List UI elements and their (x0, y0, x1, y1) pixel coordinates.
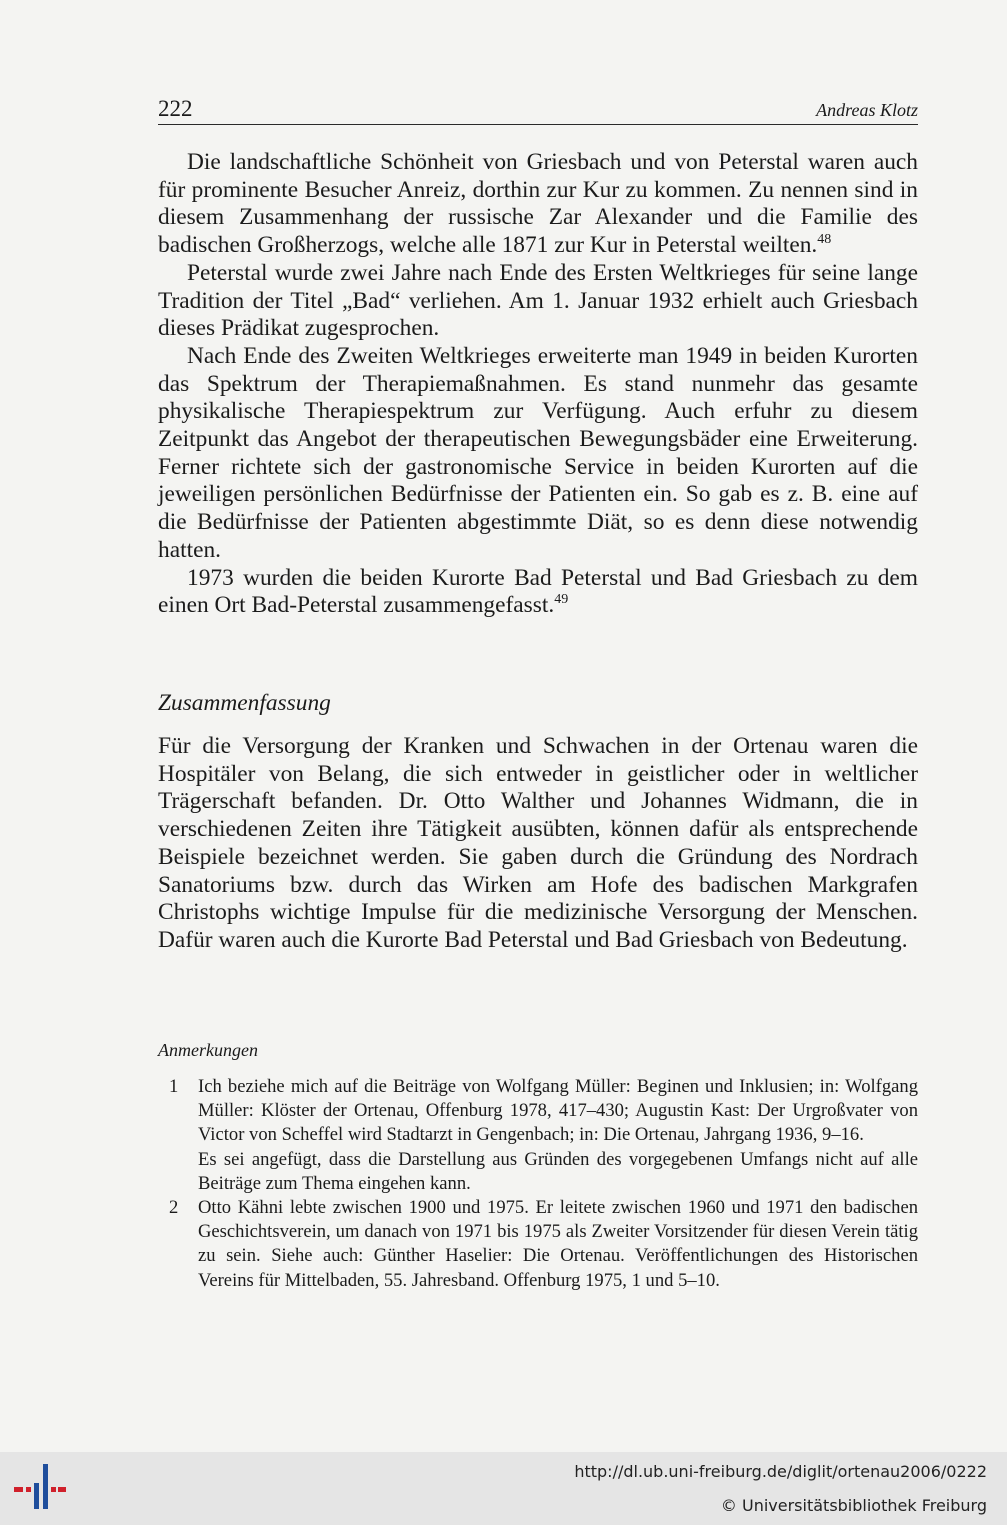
footnote-item (158, 1196, 918, 1293)
footnote-ref[interactable]: 48 (817, 232, 832, 248)
summary-text (158, 733, 918, 955)
paragraph: Peterstal wurde zwei Jahre nach Ende des Ersten Weltkrieges für seine lange Tradition der Titel „Bad“ verliehen. Am 1. Januar 1932 erhielt auch Griesbach dieses Prädikat zugesprochen. (158, 259, 918, 342)
paragraph: Nach Ende des Zweiten Weltkrieges erweiterte man 1949 in beiden Kurorten das Spektrum der Therapiemaßnahmen. Es stand nunmehr das gesamte physikalische Therapiespektrum zur Verfügung. Auch erfuhr zu diesem Zeitpunkt das Angebot der therapeutischen Bewegungsbäder eine Erweiterung. Ferner richtete sich der gastronomische Service in beiden Kurorten auf die jeweiligen persönlichen Bedürfnisse der Patienten ein. So gab es z. B. eine auf die Bedürfnisse der Patienten abgestimmte Diät, so es denn diese notwendig hatten. (158, 342, 918, 563)
paragraph: 1973 wurden die beiden Kurorte Bad Peterstal und Bad Griesbach zu dem einen Ort Bad-Peterstal zusammengefasst.$^{49}$ (158, 564, 918, 619)
page-number: 222 (158, 96, 193, 121)
footnote-text: Otto Kähni lebte zwischen 1900 und 1975. Er leitete zwischen 1960 und 1971 den badischen Geschichtsverein, um danach von 1971 bis 1975 als Zweiter Vorsitzender für diesen Verein tätig zu sein. Siehe auch: Günther Haselier: Die Ortenau. Veröffentlichungen des Historischen Vereins für Mittelbaden, 55. Jahresband. Offenburg 1975, 1 und 5–10. (198, 1197, 918, 1291)
copyright-notice: © Universitätsbibliothek Freiburg (720, 1496, 987, 1515)
footnote-text: Ich beziehe mich auf die Beiträge von Wolfgang Müller: Beginen und Inklusien; in: Wolfgang Müller: Klöster der Ortenau, Offenburg 1978, 417–430; Augustin Kast: Der Urgroßvater von Victor von Scheffel wird Stadtarzt in Gengenbach; in: Die Ortenau, Jahrgang 1936, 9–16. (198, 1076, 918, 1146)
paragraph: Die landschaftliche Schönheit von Griesbach und von Peterstal waren auch für prominente Besucher Anreiz, dorthin zur Kur zu kommen. Zu nennen sind in diesem Zusammenhang der russische Zar Alexander und die Familie des badischen Großherzogs, welche alle 1871 zur Kur in Peterstal weilten.$^{48}$ (158, 149, 918, 259)
running-head-author: Andreas Klotz (816, 100, 918, 120)
viewer-footer (0, 1452, 1007, 1525)
footnote-number: 2 (169, 1197, 179, 1219)
notes-heading: Anmerkungen (158, 1040, 258, 1060)
main-text (158, 149, 918, 620)
section-heading: Zusammenfassung (158, 690, 331, 716)
paragraph: Für die Versorgung der Kranken und Schwachen in der Ortenau waren die Hospitäler von Belang, die sich entweder in geistlicher oder in weltlicher Trägerschaft befanden. Dr. Otto Walther und Johannes Widmann, die in verschiedenen Zeiten ihre Tätigkeit ausübten, können dafür als entsprechende Beispiele bezeichnet werden. Sie gaben durch die Gründung des Nordrach Sanatoriums bzw. durch das Wirken am Hofe des badischen Markgrafen Christophs wichtige Impulse für die medizinische Versorgung der Menschen. Dafür waren auch die Kurorte Bad Peterstal und Bad Griesbach von Bedeutung. (158, 733, 918, 953)
footnotes (158, 1075, 918, 1293)
footnote-item (158, 1075, 918, 1196)
footnote-ref[interactable]: 49 (554, 592, 569, 608)
permalink-url[interactable]: http://dl.ub.uni-freiburg.de/diglit/ortenau2006/0222 (574, 1462, 987, 1481)
ub-freiburg-logo-icon[interactable] (14, 1460, 66, 1520)
footnote-number: 1 (169, 1076, 179, 1097)
footnote-text-continued: Es sei angefügt, dass die Darstellung aus Gründen des vorgegebenen Umfangs nicht auf alle Beiträge zum Thema eingehen kann. (198, 1148, 918, 1194)
page-header (158, 94, 918, 125)
